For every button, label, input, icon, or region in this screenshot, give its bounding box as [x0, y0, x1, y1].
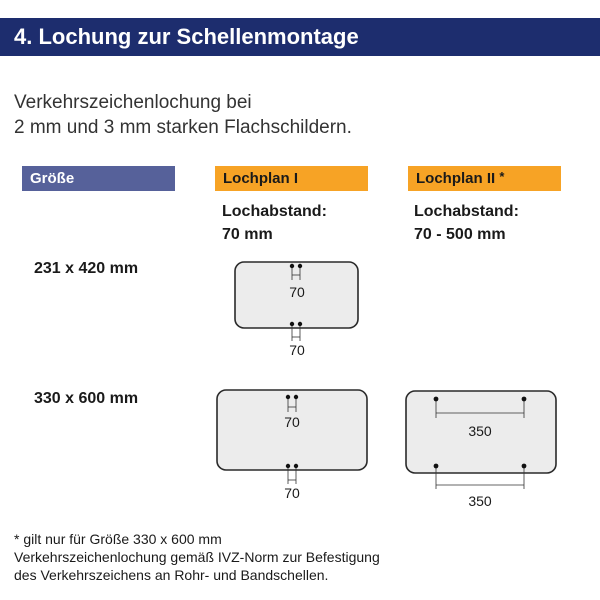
footnote: [14, 530, 380, 584]
column-header-size-label: Größe: [30, 170, 75, 187]
size-label-small: 231 x 420 mm: [34, 260, 139, 277]
footnote-marker: *: [499, 169, 505, 184]
footnote-line-3: des Verkehrszeichens an Rohr- und Bandschellen.: [14, 567, 329, 583]
footnote-line-1: * gilt nur für Größe 330 x 600 mm: [14, 531, 222, 547]
sign-large-lochplan-2: [406, 391, 556, 509]
footnote-line-2: Verkehrszeichenlochung gemäß IVZ-Norm zur Befestigung: [14, 549, 380, 565]
intro-line-2: 2 mm und 3 mm starken Flachschildern.: [14, 117, 352, 138]
sign-large-lochplan-1: [217, 390, 367, 501]
dimension-large-bottom: 70: [284, 485, 300, 501]
dimension-lp2-top: 350: [468, 423, 492, 439]
column-header-lochplan-1-label: Lochplan I: [223, 170, 298, 187]
dimension-small-top: 70: [289, 284, 305, 300]
size-label-large: 330 x 600 mm: [34, 390, 139, 407]
lochplan-2-spacing-value: 70 - 500 mm: [414, 226, 506, 243]
dimension-large-top: 70: [284, 414, 300, 430]
lochplan-1-spacing-value: 70 mm: [222, 226, 273, 243]
section-title: 4. Lochung zur Schellenmontage: [14, 24, 359, 49]
lochplan-1-spacing-label: Lochabstand:: [222, 203, 327, 220]
dimension-small-bottom: 70: [289, 342, 305, 358]
column-header-lochplan-2-label: Lochplan II: [416, 170, 496, 187]
lochplan-2-spacing-label: Lochabstand:: [414, 203, 519, 220]
dimension-lp2-bottom: 350: [468, 493, 492, 509]
sign-small-lochplan-1: [235, 262, 358, 358]
intro-line-1: Verkehrszeichenlochung bei: [14, 92, 252, 113]
